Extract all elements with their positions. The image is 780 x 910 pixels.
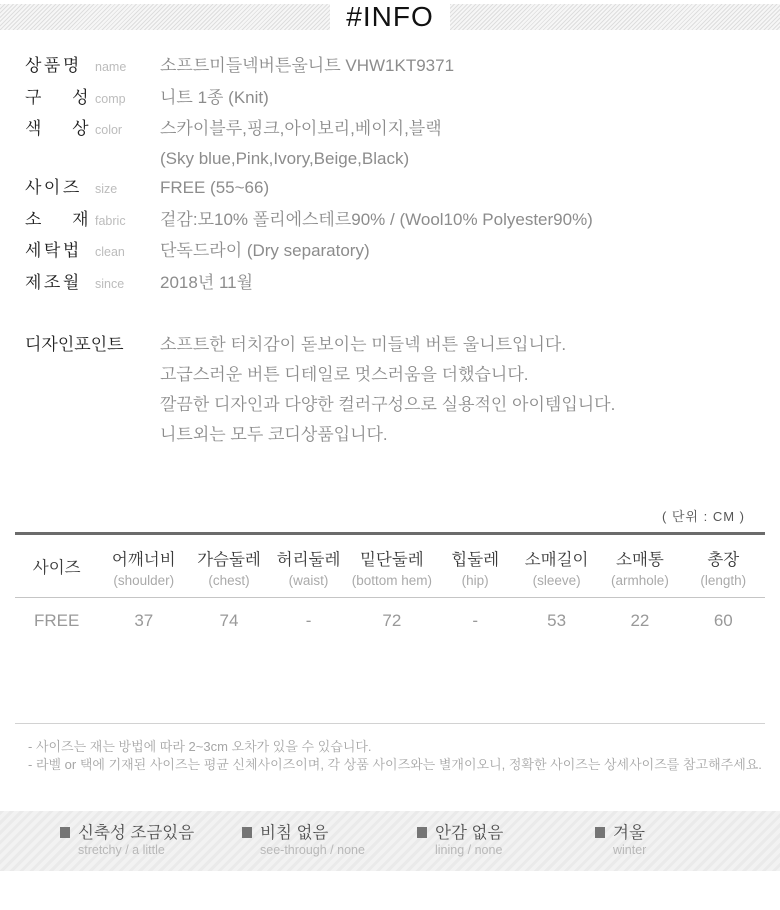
design-point-line: 소프트한 터치감이 돋보이는 미들넥 버튼 울니트입니다. — [160, 335, 567, 354]
note-line: - 라벨 or 택에 기재된 사이즈는 평균 신체사이즈이며, 각 상품 사이즈와는 별개이오니, 정확한 사이즈는 상세사이즈를 참고해주세요. — [28, 757, 762, 772]
info-value: 소프트미들넥버튼울니트 VHW1KT9371 — [160, 56, 455, 75]
info-sublabel: clean — [95, 245, 125, 259]
info-header-band — [0, 1, 780, 32]
feature-label-en: see-through / none — [260, 843, 365, 857]
feature-label-ko: 신축성 조금있음 — [78, 824, 195, 842]
design-point-label: 디자인포인트 — [25, 335, 124, 354]
feature-stretch — [60, 823, 242, 871]
cell-bottom-hem: 72 — [382, 611, 402, 630]
col-size: 사이즈 — [32, 558, 81, 577]
info-value: FREE (55~66) — [160, 178, 270, 197]
info-label: 세탁법 — [25, 241, 82, 260]
info-sublabel: name — [95, 60, 127, 74]
design-point-section — [0, 299, 780, 450]
info-row-color — [25, 114, 780, 173]
col-hip: 힙둘레 (hip) — [451, 551, 500, 588]
info-label: 소 재 — [25, 209, 91, 229]
square-bullet-icon — [417, 827, 427, 838]
cell-sleeve: 53 — [547, 611, 567, 630]
square-bullet-icon — [595, 827, 605, 838]
cell-length: 60 — [713, 611, 733, 630]
feature-label-ko: 겨울 — [613, 824, 645, 842]
feature-strip — [0, 811, 780, 871]
info-value: 단독드라이 (Dry separatory) — [160, 241, 370, 260]
col-shoulder: 어깨너비 (shoulder) — [111, 551, 176, 588]
col-armhole: 소매통 (armhole) — [611, 551, 669, 588]
product-info-list — [0, 30, 780, 299]
page-title: #INFO — [330, 2, 449, 32]
feature-season — [595, 823, 646, 871]
feature-label-ko: 안감 없음 — [435, 824, 504, 842]
info-label: 구 성 — [25, 87, 91, 107]
unit-note: ( 단위 : CM ) — [661, 509, 745, 524]
feature-label-en: lining / none — [435, 843, 503, 857]
info-label: 제조월 — [25, 272, 82, 292]
cell-hip: - — [472, 611, 478, 630]
size-table — [15, 532, 765, 635]
info-value — [160, 114, 442, 173]
info-value: 2018년 11월 — [160, 272, 254, 292]
info-sublabel: fabric — [95, 213, 126, 228]
info-sublabel: size — [95, 182, 118, 196]
design-point-line: 고급스러운 버튼 디테일로 멋스러움을 더했습니다. — [160, 365, 529, 384]
feature-lining — [417, 823, 595, 871]
col-bottom-hem: 밑단둘레 (bottom hem) — [351, 551, 432, 588]
info-row-clean — [25, 236, 780, 268]
cell-shoulder: 37 — [134, 611, 154, 630]
feature-label-ko: 비침 없음 — [260, 824, 329, 842]
info-row-fabric — [25, 205, 780, 237]
info-value-line1: 스카이블루,핑크,아이보리,베이지,블랙 — [160, 119, 442, 138]
design-point-line: 깔끔한 디자인과 다양한 컬러구성으로 실용적인 아이템입니다. — [160, 395, 616, 414]
info-label: 색 상 — [25, 119, 91, 138]
info-row-comp — [25, 83, 780, 115]
info-label: 사이즈 — [25, 178, 82, 197]
info-row-name — [25, 51, 780, 83]
size-notes — [0, 724, 780, 774]
size-table-row-free — [15, 598, 765, 636]
design-point-line: 니트외는 모두 코디상품입니다. — [160, 425, 388, 444]
cell-waist: - — [305, 611, 312, 630]
info-label: 상품명 — [25, 56, 82, 75]
square-bullet-icon — [242, 827, 252, 838]
info-value: 니트 1종 (Knit) — [160, 87, 269, 107]
col-waist: 허리둘레 (waist) — [276, 551, 341, 588]
feature-label-en: stretchy / a little — [78, 843, 165, 857]
col-chest: 가슴둘레 (chest) — [197, 551, 261, 588]
note-line: - 사이즈는 재는 방법에 따라 2~3cm 오차가 있을 수 있습니다. — [28, 739, 372, 754]
feature-see-through — [242, 823, 417, 871]
square-bullet-icon — [60, 827, 70, 838]
design-point-text — [160, 330, 615, 450]
cell-chest: 74 — [219, 611, 239, 630]
info-row-since — [25, 268, 780, 300]
info-row-size — [25, 173, 780, 205]
info-sublabel: since — [95, 276, 125, 291]
info-value-line2: (Sky blue,Pink,Ivory,Beige,Black) — [160, 148, 410, 168]
info-value: 겉감:모10% 폴리에스테르90% / (Wool10% Polyester90%) — [160, 209, 593, 229]
info-sublabel: comp — [95, 91, 126, 106]
feature-label-en: winter — [613, 843, 647, 857]
col-sleeve: 소매길이 (sleeve) — [524, 551, 589, 588]
info-sublabel: color — [95, 123, 123, 137]
col-length: 총장 (length) — [700, 551, 747, 588]
size-table-header-row — [15, 534, 765, 598]
cell-size: FREE — [33, 611, 80, 630]
cell-armhole: 22 — [630, 611, 650, 630]
